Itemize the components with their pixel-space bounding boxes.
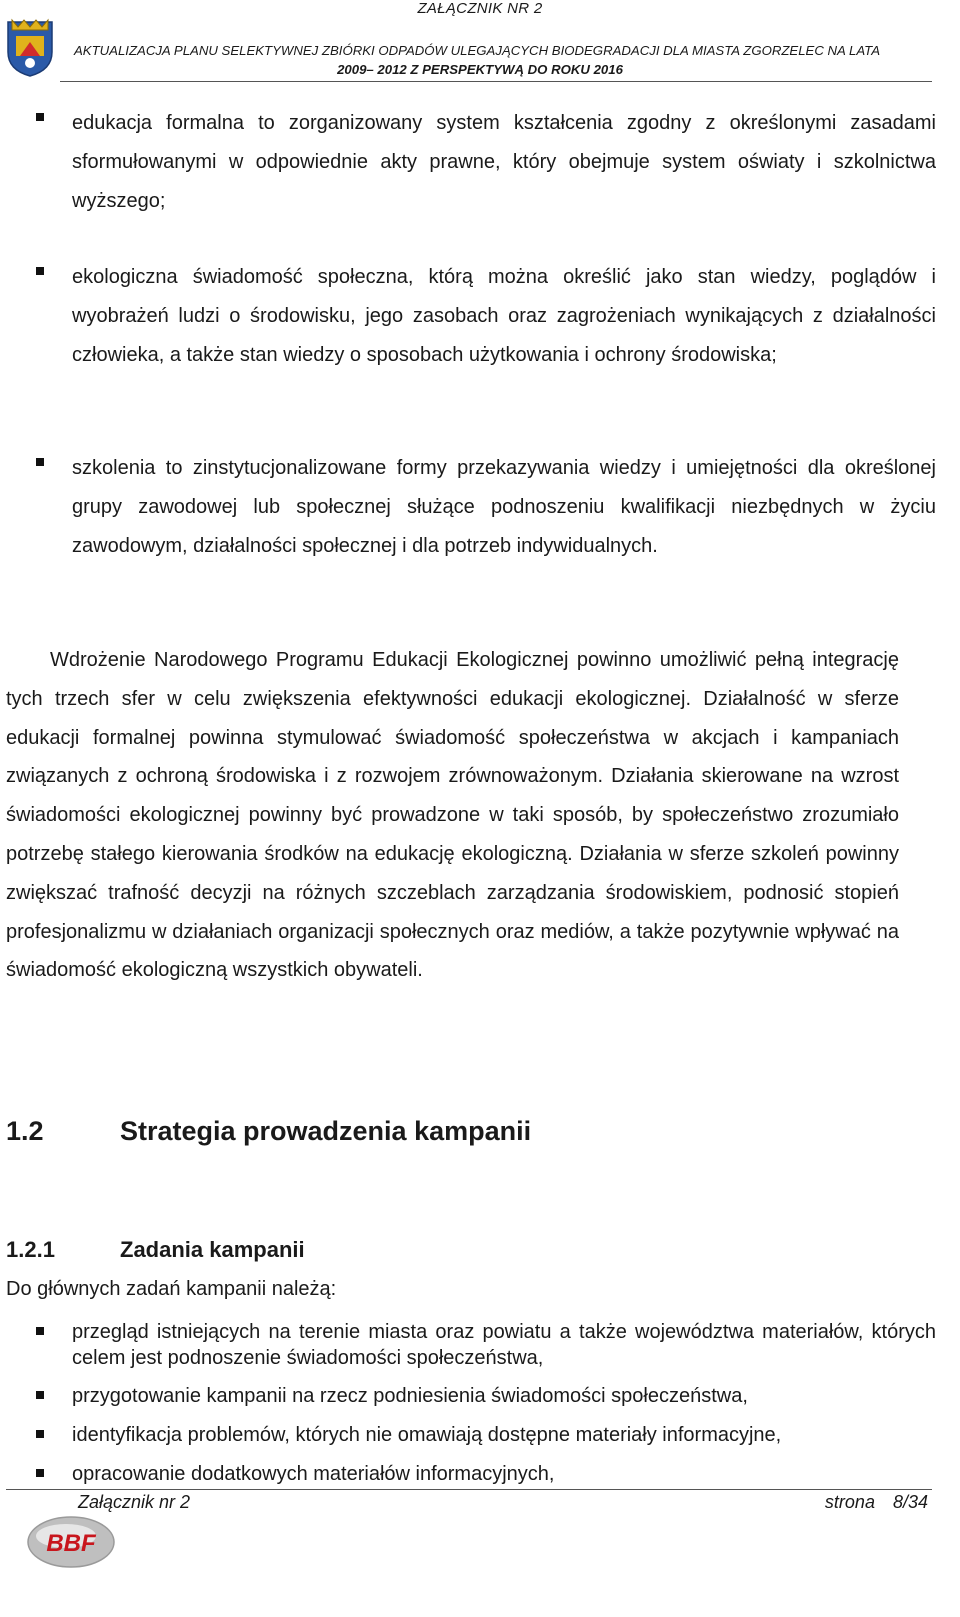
section-title: Strategia prowadzenia kampanii [120, 1116, 532, 1146]
subsection-heading [6, 1237, 305, 1263]
list-item [36, 258, 936, 375]
task-list-item [36, 1461, 936, 1487]
square-bullet-icon [36, 1327, 44, 1335]
list-item [36, 104, 936, 221]
list-item [36, 449, 936, 566]
section-heading [6, 1116, 531, 1147]
logo-text: BBF [46, 1530, 96, 1557]
section-number: 1.2 [6, 1116, 44, 1146]
task-text: identyfikacja problemów, których nie omawiają dostępne materiały informacyjne, [72, 1424, 782, 1446]
page-number [825, 1492, 928, 1513]
task-list-item [36, 1383, 936, 1409]
document-title: AKTUALIZACJA PLANU SELEKTYWNEJ ZBIÓRKI ODPADÓW ULEGAJĄCYCH BIODEGRADACJI DLA MIASTA ZGORZELEC NA LATA [74, 43, 881, 58]
subsection-title: Zadania kampanii [120, 1237, 305, 1262]
task-list-item [36, 1319, 936, 1371]
footer-annex-label: Załącznik nr 2 [78, 1492, 191, 1512]
task-list-item [36, 1422, 936, 1448]
square-bullet-icon [36, 1391, 44, 1399]
square-bullet-icon [36, 267, 44, 275]
square-bullet-icon [36, 1469, 44, 1477]
page-count: 8/34 [892, 1492, 928, 1512]
task-text: opracowanie dodatkowych materiałów informacyjnych, [72, 1463, 555, 1485]
list-item-text: edukacja formalna to zorganizowany system kształcenia zgodny z określonymi zasadami sformułowanymi w odpowiednie akty prawne, który obejmuje system oświaty i szkolnictwa wyższego; [72, 112, 936, 212]
document-subtitle: 2009– 2012 Z PERSPEKTYWĄ DO ROKU 2016 [337, 62, 623, 77]
subsection-number: 1.2.1 [6, 1237, 55, 1262]
task-text: przegląd istniejących na terenie miasta oraz powiatu a także województwa materiałów, których celem jest podnoszenie świadomości społeczeństwa, [72, 1321, 936, 1369]
list-item-text: ekologiczna świadomość społeczna, którą można określić jako stan wiedzy, poglądów i wyobrażeń ludzi o środowisku, jego zasobach oraz zagrożeniach wynikających z działalności człowieka, a także stan wiedzy o sposobach użytkowania i ochrony środowiska; [72, 266, 936, 366]
bbf-logo [26, 1514, 116, 1570]
square-bullet-icon [36, 1430, 44, 1438]
page-header [0, 0, 960, 84]
square-bullet-icon [36, 458, 44, 466]
tasks-intro: Do głównych zadań kampanii należą: [6, 1278, 337, 1300]
page-word: strona [824, 1492, 875, 1512]
task-text: przygotowanie kampanii na rzecz podniesienia świadomości społeczeństwa, [72, 1385, 748, 1407]
annex-label: ZAŁĄCZNIK NR 2 [417, 0, 543, 17]
square-bullet-icon [36, 113, 44, 121]
header-divider [60, 81, 932, 82]
body-paragraph: Wdrożenie Narodowego Programu Edukacji Ekologicznej powinno umożliwić pełną integrację tych trzech sfer w celu zwiększenia efektywności edukacji ekologicznej. Działalność w sferze edukacji formalnej powinna stymulować świadomość społeczeństwa w akcjach i kampaniach związanych z ochroną środowiska i z rozwojem zrównoważonym. Działania skierowane na wzrost świadomości ekologicznej powinny być prowadzone w taki sposób, by społeczeństwo zrozumiało potrzebę stałego kierowania środków na edukację ekologiczną. Działania w sferze szkoleń powinny zwiększać trafność decyzji na różnych szczeblach zarządzania środowiskiem, podnosić stopień profesjonalizmu w działaniach organizacji społecznych oraz mediów, a także pozytywnie wpływać na świadomość ekologiczną wszystkich obywateli. [6, 649, 899, 982]
list-item-text: szkolenia to zinstytucjonalizowane formy przekazywania wiedzy i umiejętności dla określonej grupy zawodowej lub społecznej służące podnoszeniu kwalifikacji niezbędnych w życiu zawodowym, działalności społecznej i dla potrzeb indywidualnych. [72, 457, 936, 557]
footer-divider [6, 1489, 932, 1490]
